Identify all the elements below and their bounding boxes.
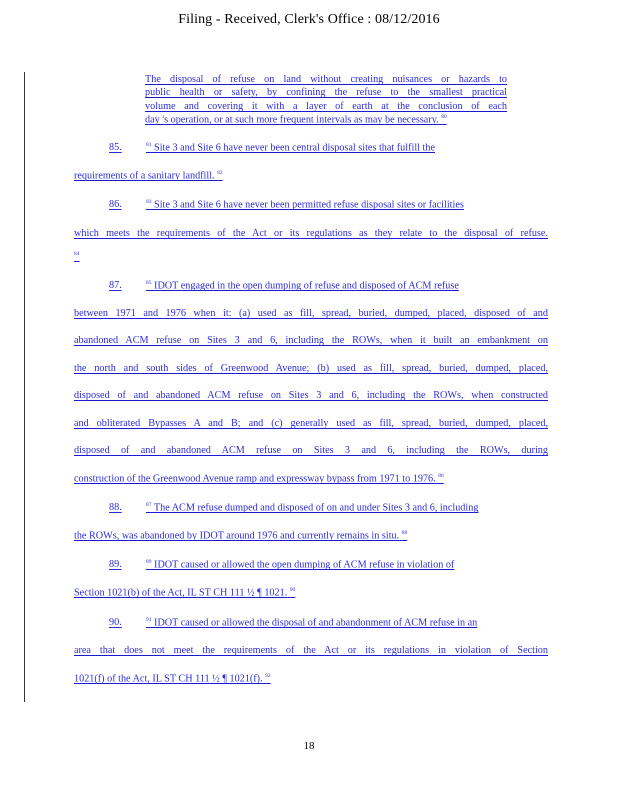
- footnote-ref[interactable]: 85: [146, 280, 152, 286]
- footnote-ref[interactable]: 89: [146, 559, 152, 565]
- footnote-ref[interactable]: 82: [217, 170, 223, 176]
- page-number: 18: [303, 740, 315, 752]
- paragraph-line: $^{91}$ IDOT caused or allowed the disposal of and abandonment of ACM refuse in an: [146, 617, 478, 629]
- footnote-ref[interactable]: 91: [146, 617, 152, 623]
- paragraph-line: requirements of a sanitary landfill. $^{82}$: [74, 170, 223, 182]
- paragraph-line: abandoned ACM refuse on Sites 3 and 6, including the ROWs, when it built an embankment on: [74, 335, 548, 346]
- footnote-ref[interactable]: 87: [146, 502, 152, 508]
- footnote-ref[interactable]: 80: [441, 114, 447, 120]
- paragraph-line: the ROWs, was abandoned by IDOT around 1976 and currently remains in situ. $^{88}$: [74, 530, 408, 542]
- quote-line: day 's operation, or at such more frequent intervals as may be necessary. $^{80}$: [145, 114, 447, 126]
- paragraph-line: Section 1021(b) of the Act, IL ST CH 111 ½ ¶ 1021. $^{90}$: [74, 587, 296, 599]
- paragraph-line: $^{81}$ Site 3 and Site 6 have never been central disposal sites that fulfill the: [146, 142, 435, 154]
- quote-line: volume and covering it with a layer of earth at the conclusion of each: [145, 101, 507, 112]
- paragraph-line: construction of the Greenwood Avenue ramp and expressway bypass from 1971 to 1976. $^{86}$: [74, 473, 444, 485]
- footnote-ref[interactable]: 88: [401, 530, 408, 536]
- paragraph-line: area that does not meet the requirements of the Act or its regulations in violation of Section: [74, 645, 548, 656]
- paragraph-line: disposed of and abandoned ACM refuse on Sites 3 and 6, including the ROWs, during: [74, 445, 548, 456]
- footnote-ref[interactable]: 81: [146, 142, 152, 148]
- paragraph-line: the north and south sides of Greenwood Avenue; (b) used as fill, spread, buried, dumped, placed,: [74, 363, 548, 374]
- paragraph-line: $^{89}$ IDOT caused or allowed the open dumping of ACM refuse in violation of: [146, 559, 455, 571]
- paragraph-line: and obliterated Bypasses A and B; and (c) generally used as fill, spread, buried, dumped, placed,: [74, 418, 548, 429]
- paragraph-line: 1021(f) of the Act, IL ST CH 111 ½ ¶ 1021(f). $^{92}$: [74, 673, 271, 685]
- quote-line: The disposal of refuse on land without creating nuisances or hazards to: [145, 74, 507, 85]
- paragraph-line: disposed of and abandoned ACM refuse on Sites 3 and 6, including the ROWs, when constructed: [74, 390, 548, 401]
- quote-line: public health or safety, by confining the refuse to the smallest practical: [145, 87, 507, 98]
- paragraph-number: 85.: [109, 142, 122, 153]
- paragraph-number: 89.: [109, 559, 122, 570]
- paragraph-number: 87.: [109, 280, 122, 291]
- paragraph-line: $^{87}$ The ACM refuse dumped and disposed of on and under Sites 3 and 6, including: [146, 502, 479, 514]
- footnote-ref[interactable]: 83: [146, 199, 152, 205]
- footnote-ref[interactable]: 86: [438, 473, 444, 479]
- paragraph-line: [74, 251, 80, 262]
- paragraph-number: 90.: [109, 617, 122, 628]
- footnote-ref[interactable]: 92: [265, 673, 271, 679]
- filing-stamp-header: Filing - Received, Clerk's Office : 08/12/2016: [178, 12, 440, 27]
- paragraph-number: 86.: [109, 199, 122, 210]
- paragraph-line: $^{83}$ Site 3 and Site 6 have never been permitted refuse disposal sites or facilities: [146, 199, 464, 211]
- paragraph-number: 88.: [109, 502, 122, 513]
- footnote-ref[interactable]: 90: [289, 587, 296, 593]
- paragraph-line: between 1971 and 1976 when it: (a) used as fill, spread, buried, dumped, placed, disposed of and: [74, 308, 548, 319]
- paragraph-line: which meets the requirements of the Act or its regulations as they relate to the disposal of refuse.: [74, 228, 548, 239]
- paragraph-line: $^{85}$ IDOT engaged in the open dumping of refuse and disposed of ACM refuse: [146, 280, 459, 292]
- left-margin-rule: [24, 72, 25, 702]
- footnote-ref[interactable]: 84: [74, 251, 80, 257]
